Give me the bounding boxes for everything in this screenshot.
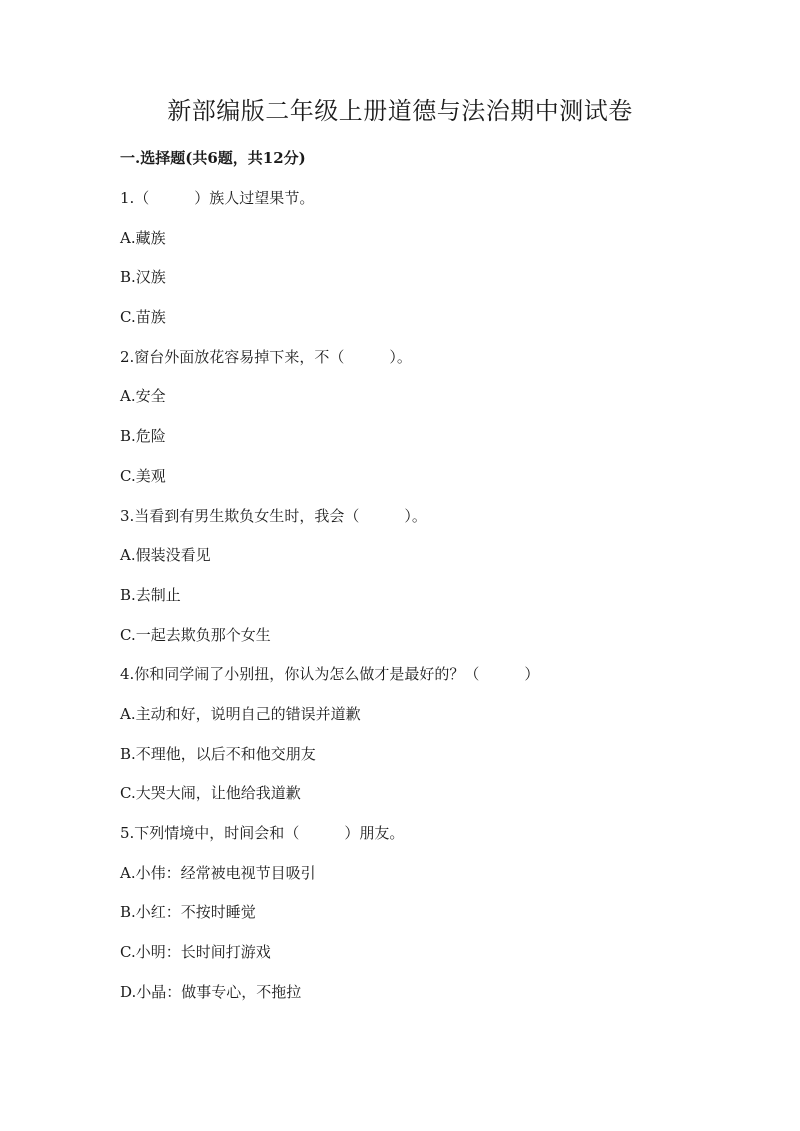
page-title: 新部编版二年级上册道德与法治期中测试卷: [167, 97, 633, 125]
answer-option: A.安全: [120, 387, 166, 406]
question-stem: 1.（ ）族人过望果节。: [120, 189, 315, 207]
answer-option: D.小晶：做事专心，不拖拉: [120, 982, 302, 1001]
question-stem: 2.窗台外面放花容易掉下来，不（ ）。: [120, 347, 412, 366]
answer-option: B.小红：不按时睡觉: [120, 903, 256, 922]
answer-option: C.小明：长时间打游戏: [120, 943, 271, 962]
answer-option: C.苗族: [120, 308, 166, 327]
answer-option: B.汉族: [120, 268, 166, 287]
answer-option: C.大哭大闹，让他给我道歉: [120, 784, 301, 803]
answer-option: A.小伟：经常被电视节目吸引: [120, 863, 316, 882]
answer-option: B.危险: [120, 427, 166, 446]
answer-option: B.不理他，以后不和他交朋友: [120, 744, 316, 763]
answer-option: C.美观: [120, 466, 166, 485]
answer-option: A.主动和好，说明自己的错误并道歉: [120, 704, 361, 723]
answer-option: A.假装没看见: [120, 546, 211, 565]
answer-option: B.去制止: [120, 585, 181, 604]
answer-option: A.藏族: [120, 228, 166, 247]
question-stem: 3.当看到有男生欺负女生时，我会（ ）。: [120, 506, 427, 525]
section-heading: 一.选择题(共6题，共12分): [120, 149, 306, 167]
question-stem: 5.下列情境中，时间会和（ ）朋友。: [120, 824, 405, 842]
answer-option: C.一起去欺负那个女生: [120, 625, 271, 644]
question-list: [120, 186, 720, 1019]
question-stem: 4.你和同学闹了小别扭，你认为怎么做才是最好的？（ ）: [120, 665, 540, 684]
